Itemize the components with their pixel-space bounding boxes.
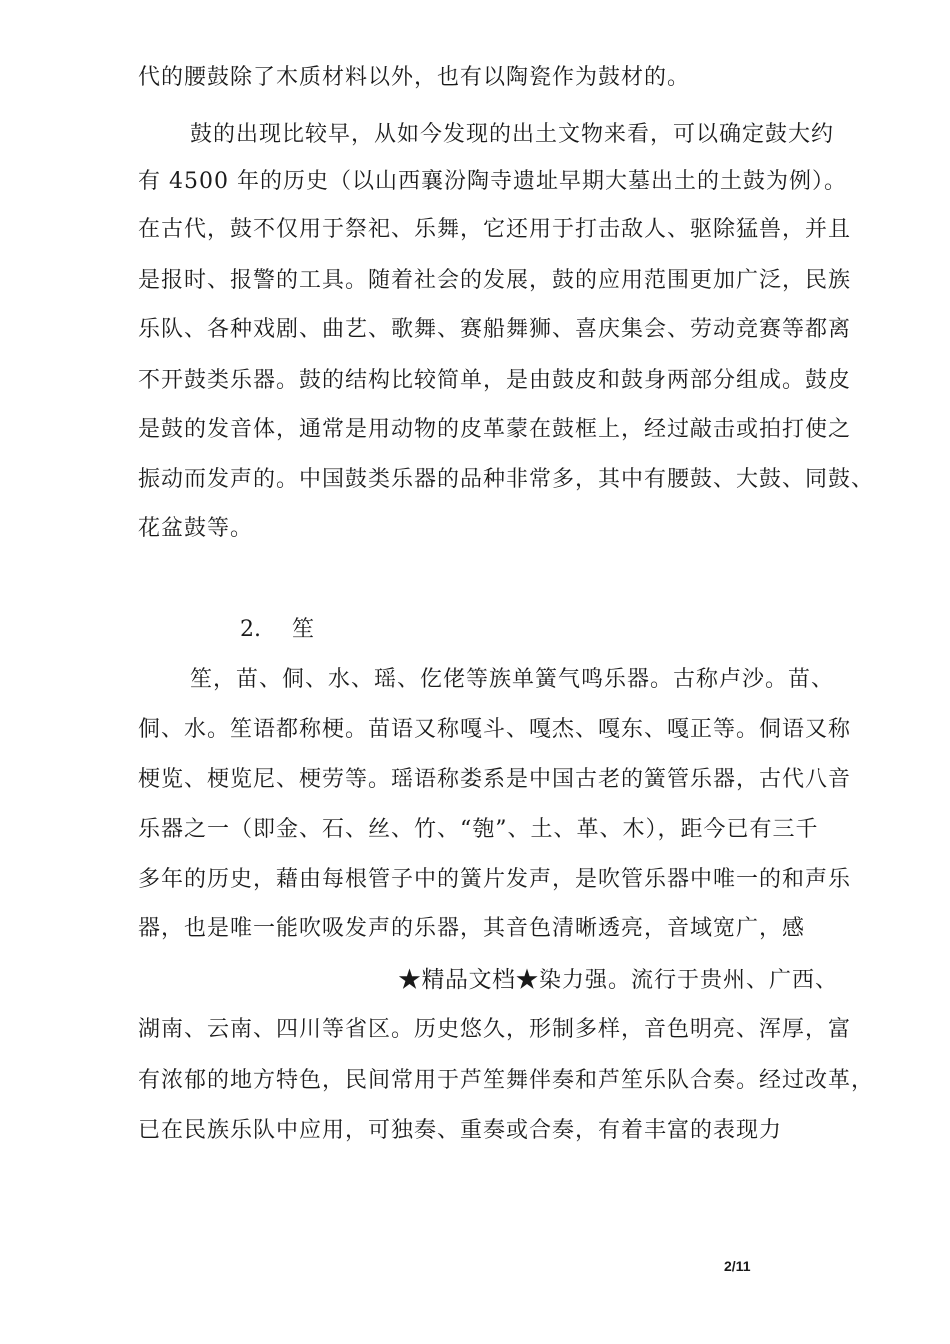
body-text-line: 是鼓的发音体，通常是用动物的皮革蒙在鼓框上，经过敲击或拍打使之	[138, 417, 852, 442]
body-text-line: 有浓郁的地方特色，民间常用于芦笙舞伴奏和芦笙乐队合奏。经过改革，	[138, 1068, 875, 1093]
watermark-stamp: ★精品文档★	[398, 967, 539, 993]
body-text-line: 有 4500 年的历史（以山西襄汾陶寺遗址早期大墓出土的土鼓为例）。	[138, 169, 847, 194]
body-text-line: 笙，苗、侗、水、瑶、仡佬等族单簧气鸣乐器。古称卢沙。苗、	[190, 667, 835, 692]
body-text-line: 乐队、各种戏剧、曲艺、歌舞、赛船舞狮、喜庆集会、劳动竞赛等都离	[138, 317, 852, 342]
body-text-line: 乐器之一（即金、石、丝、竹、“匏”、土、革、木），距今已有三千	[138, 817, 819, 842]
body-text-line: 湖南、云南、四川等省区。历史悠久，形制多样，音色明亮、浑厚，富	[138, 1017, 852, 1042]
body-text-continued: 染力强。流行于贵州、广西、	[539, 968, 839, 993]
body-text-line: 侗、水。笙语都称梗。苗语又称嘎斗、嘎杰、嘎东、嘎正等。侗语又称	[138, 717, 852, 742]
page-number: 2/11	[724, 1258, 751, 1274]
body-text-line: 梗览、梗览尼、梗劳等。瑶语称娄系是中国古老的簧管乐器，古代八音	[138, 767, 852, 792]
section-title: 笙	[292, 617, 315, 642]
body-text-line: 花盆鼓等。	[138, 516, 254, 541]
body-text-line: 代的腰鼓除了木质材料以外，也有以陶瓷作为鼓材的。	[138, 65, 691, 90]
body-text-line: 多年的历史，藉由每根管子中的簧片发声，是吹管乐器中唯一的和声乐	[138, 867, 852, 892]
body-text-line	[398, 965, 838, 996]
body-text-line: 振动而发声的。中国鼓类乐器的品种非常多，其中有腰鼓、大鼓、同鼓、	[138, 467, 875, 492]
body-text-line: 是报时、报警的工具。随着社会的发展，鼓的应用范围更加广泛，民族	[138, 268, 852, 293]
section-number: 2.	[240, 617, 261, 642]
body-text-line: 在古代，鼓不仅用于祭祀、乐舞，它还用于打击敌人、驱除猛兽，并且	[138, 217, 852, 242]
body-text-line: 已在民族乐队中应用，可独奏、重奏或合奏，有着丰富的表现力	[138, 1118, 783, 1143]
body-text-line: 不开鼓类乐器。鼓的结构比较简单，是由鼓皮和鼓身两部分组成。鼓皮	[138, 368, 852, 393]
body-text-line: 器，也是唯一能吹吸发声的乐器，其音色清晰透亮，音域宽广，感	[138, 916, 806, 941]
body-text-line: 鼓的出现比较早，从如今发现的出土文物来看，可以确定鼓大约	[190, 122, 835, 147]
